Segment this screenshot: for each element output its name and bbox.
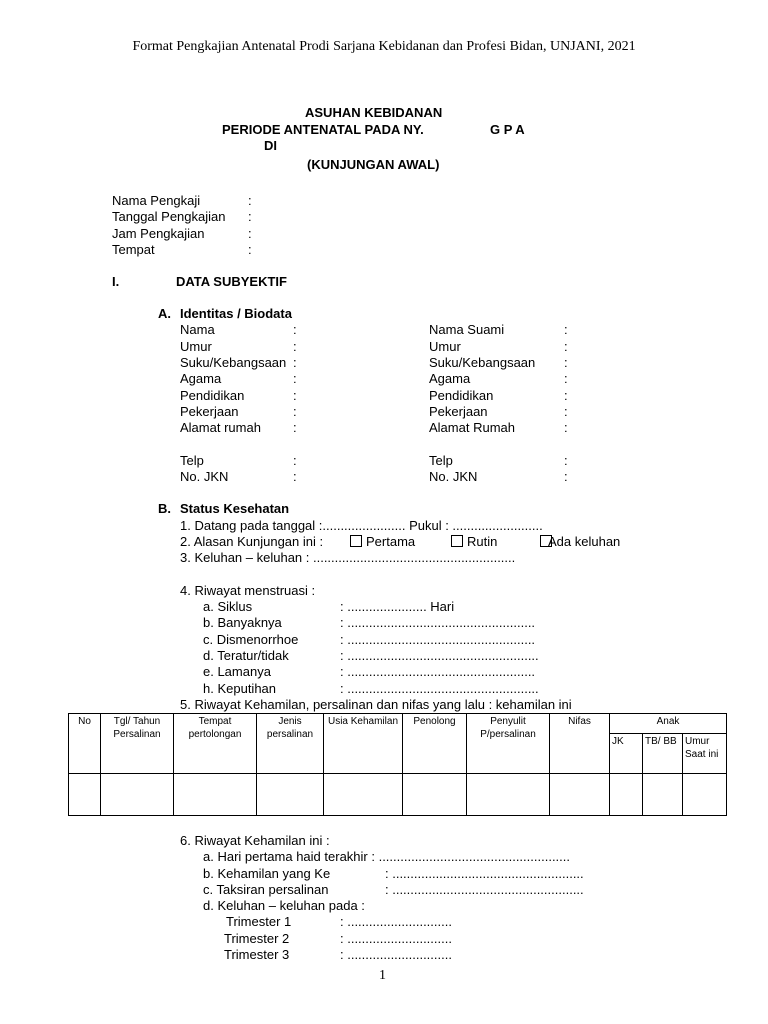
status-item-5: 5. Riwayat Kehamilan, persalinan dan nifas yang lalu : kehamilan ini bbox=[180, 697, 572, 712]
id-right-label: Pekerjaan bbox=[429, 404, 488, 419]
item-6-row: b. Kehamilan yang Ke bbox=[203, 866, 331, 881]
id-right-label: Umur bbox=[429, 339, 461, 354]
table-cell bbox=[257, 774, 324, 816]
mens-label: e. Lamanya bbox=[203, 664, 271, 679]
id-left-label: Nama bbox=[180, 322, 215, 337]
subsection-title: Status Kesehatan bbox=[180, 501, 290, 516]
option-rutin[interactable]: Rutin bbox=[451, 534, 497, 550]
mens-label: b. Banyaknya bbox=[203, 615, 282, 630]
checkbox-icon[interactable] bbox=[451, 535, 463, 547]
mens-value: : ...................... Hari bbox=[340, 599, 455, 614]
id-contact-label: Telp bbox=[180, 453, 204, 468]
status-item-4: 4. Riwayat menstruasi : bbox=[180, 583, 316, 598]
colon: : bbox=[293, 322, 297, 337]
table-subheader: TB/ BB bbox=[643, 734, 683, 774]
colon: : bbox=[293, 339, 297, 354]
id-left-label: Agama bbox=[180, 371, 222, 386]
id-left-label: Pekerjaan bbox=[180, 404, 239, 419]
table-cell bbox=[69, 774, 101, 816]
id-right-label: Alamat Rumah bbox=[429, 420, 515, 435]
field-tanggal-pengkajian: Tanggal Pengkajian bbox=[112, 209, 226, 224]
page-number: 1 bbox=[379, 968, 386, 983]
mens-value: : .................................................... bbox=[340, 664, 536, 679]
doc-title-line2: PERIODE ANTENATAL PADA NY. bbox=[222, 122, 424, 137]
table-cell bbox=[324, 774, 403, 816]
mens-label: d. Teratur/tidak bbox=[203, 648, 289, 663]
field-tempat: Tempat bbox=[112, 242, 155, 257]
id-right-label: Nama Suami bbox=[429, 322, 505, 337]
table-header: Usia Kehamilan bbox=[324, 714, 403, 774]
section-number: I. bbox=[112, 274, 120, 289]
subsection-letter: B. bbox=[158, 501, 171, 516]
status-item-2: 2. Alasan Kunjungan ini : bbox=[180, 534, 324, 549]
table-header: Anak bbox=[610, 714, 727, 734]
trimester-value: : ............................. bbox=[340, 914, 452, 929]
table-header: Tgl/ Tahun Persalinan bbox=[101, 714, 174, 774]
table-header: Penyulit P/persalinan bbox=[467, 714, 550, 774]
field-jam-pengkajian: Jam Pengkajian bbox=[112, 226, 205, 241]
id-left-label: Pendidikan bbox=[180, 388, 245, 403]
item-6-value: : ..................................................... bbox=[385, 866, 584, 881]
id-left-label: Suku/Kebangsaan bbox=[180, 355, 287, 370]
colon: : bbox=[564, 339, 568, 354]
mens-value: : .................................................... bbox=[340, 632, 536, 647]
doc-title-gpa: G P A bbox=[490, 122, 525, 137]
colon: : bbox=[293, 469, 297, 484]
trimester-label: Trimester 2 bbox=[224, 931, 290, 946]
doc-title-line1: ASUHAN KEBIDANAN bbox=[305, 105, 443, 120]
colon: : bbox=[293, 453, 297, 468]
table-cell bbox=[610, 774, 643, 816]
colon: : bbox=[564, 404, 568, 419]
colon: : bbox=[248, 226, 252, 241]
option-pertama[interactable]: Pertama bbox=[350, 534, 415, 550]
id-contact-label: No. JKN bbox=[429, 469, 478, 484]
colon: : bbox=[293, 420, 297, 435]
table-cell bbox=[101, 774, 174, 816]
table-cell bbox=[467, 774, 550, 816]
trimester-label: Trimester 3 bbox=[224, 947, 290, 962]
colon: : bbox=[564, 355, 568, 370]
table-cell bbox=[550, 774, 610, 816]
id-left-label: Alamat rumah bbox=[180, 420, 261, 435]
colon: : bbox=[248, 193, 252, 208]
table-subheader: Umur Saat ini bbox=[683, 734, 727, 774]
table-subheader: JK bbox=[610, 734, 643, 774]
trimester-value: : ............................. bbox=[340, 931, 452, 946]
table-cell bbox=[683, 774, 727, 816]
table-cell bbox=[643, 774, 683, 816]
table-header: Penolong bbox=[403, 714, 467, 774]
colon: : bbox=[564, 420, 568, 435]
colon: : bbox=[248, 242, 252, 257]
id-right-label: Suku/Kebangsaan bbox=[429, 355, 536, 370]
table-cell bbox=[403, 774, 467, 816]
trimester-value: : ............................. bbox=[340, 947, 452, 962]
doc-title-line4: (KUNJUNGAN AWAL) bbox=[307, 157, 440, 172]
pregnancy-history-table bbox=[68, 713, 727, 816]
option-ada-keluhan[interactable]: Ada keluhan bbox=[540, 534, 620, 550]
status-item-3: 3. Keluhan – keluhan : ........................................................ bbox=[180, 550, 516, 565]
colon: : bbox=[564, 453, 568, 468]
colon: : bbox=[564, 469, 568, 484]
subsection-title: Identitas / Biodata bbox=[180, 306, 292, 321]
doc-title-line3: DI bbox=[264, 138, 277, 153]
colon: : bbox=[293, 404, 297, 419]
mens-value: : ..................................................... bbox=[340, 648, 539, 663]
colon: : bbox=[564, 371, 568, 386]
colon: : bbox=[293, 355, 297, 370]
table-cell bbox=[174, 774, 257, 816]
status-item-1: 1. Datang pada tanggal :....................... Pukul : ......................... bbox=[180, 518, 543, 533]
colon: : bbox=[564, 322, 568, 337]
id-contact-label: Telp bbox=[429, 453, 453, 468]
colon: : bbox=[293, 388, 297, 403]
id-left-label: Umur bbox=[180, 339, 212, 354]
table-header: Tempat pertolongan bbox=[174, 714, 257, 774]
item-6-row: c. Taksiran persalinan bbox=[203, 882, 329, 897]
trimester-label: Trimester 1 bbox=[226, 914, 292, 929]
mens-value: : ..................................................... bbox=[340, 681, 539, 696]
mens-label: a. Siklus bbox=[203, 599, 253, 614]
checkbox-icon[interactable] bbox=[350, 535, 362, 547]
page-header: Format Pengkajian Antenatal Prodi Sarjana Kebidanan dan Profesi Bidan, UNJANI, 2021 bbox=[132, 39, 636, 54]
id-right-label: Pendidikan bbox=[429, 388, 494, 403]
mens-value: : .................................................... bbox=[340, 615, 536, 630]
id-contact-label: No. JKN bbox=[180, 469, 229, 484]
item-6-row: a. Hari pertama haid terakhir : ..................................................... bbox=[203, 849, 571, 864]
field-nama-pengkaji: Nama Pengkaji bbox=[112, 193, 201, 208]
table-header: No bbox=[69, 714, 101, 774]
subsection-letter: A. bbox=[158, 306, 171, 321]
colon: : bbox=[248, 209, 252, 224]
item-6-title: 6. Riwayat Kehamilan ini : bbox=[180, 833, 330, 848]
mens-label: c. Dismenorrhoe bbox=[203, 632, 299, 647]
id-right-label: Agama bbox=[429, 371, 471, 386]
item-6-value: : ..................................................... bbox=[385, 882, 584, 897]
colon: : bbox=[293, 371, 297, 386]
colon: : bbox=[564, 388, 568, 403]
mens-label: h. Keputihan bbox=[203, 681, 277, 696]
table-header: Jenis persalinan bbox=[257, 714, 324, 774]
section-title: DATA SUBYEKTIF bbox=[176, 274, 287, 289]
table-header: Nifas bbox=[550, 714, 610, 774]
item-6-row: d. Keluhan – keluhan pada : bbox=[203, 898, 365, 913]
